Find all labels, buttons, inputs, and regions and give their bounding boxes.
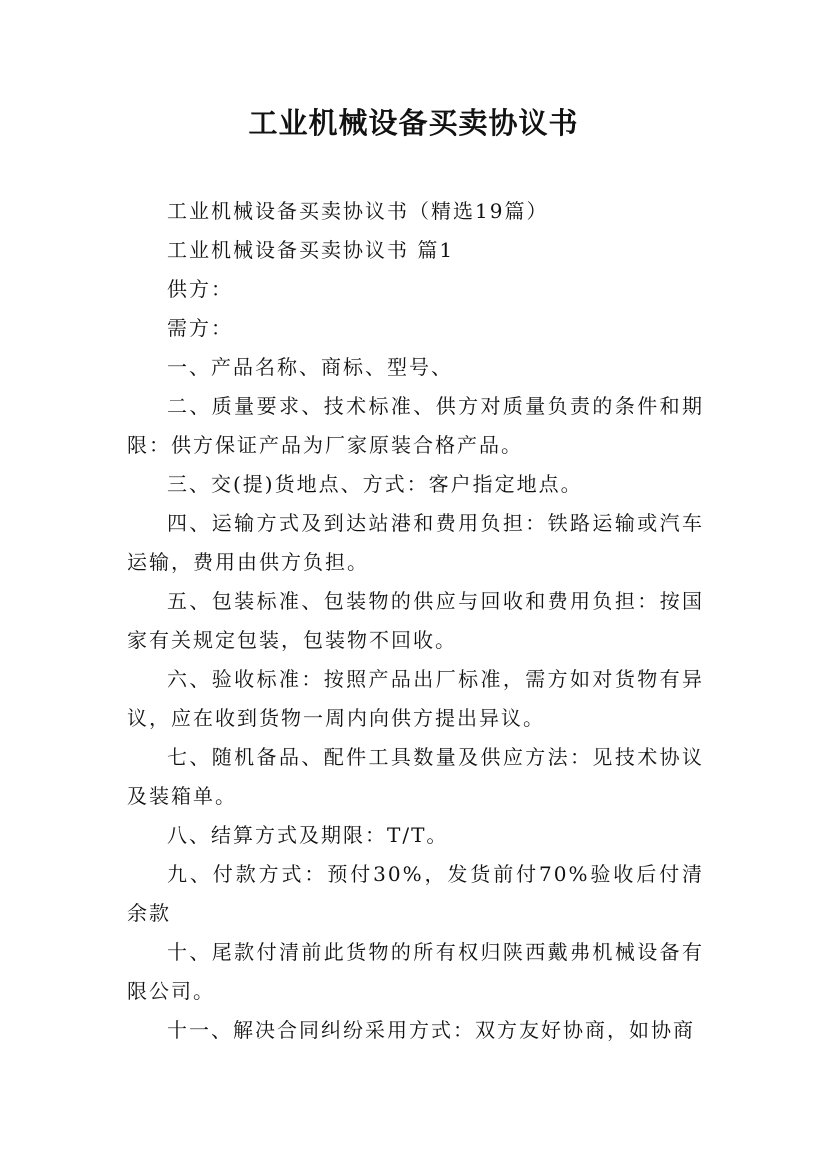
clause-5-paragraph: 五、包装标准、包装物的供应与回收和费用负担：按国家有关规定包装，包装物不回收。	[127, 589, 704, 652]
clause-3-paragraph: 三、交(提)货地点、方式：客户指定地点。	[167, 472, 583, 496]
clause-6-paragraph: 六、验收标准：按照产品出厂标准，需方如对货物有异议，应在收到货物一周内向供方提出异议。	[127, 667, 704, 730]
document-body	[127, 192, 704, 1050]
clause-8-paragraph: 八、结算方式及期限：T/T。	[167, 823, 449, 847]
clause-7-paragraph: 七、随机备品、配件工具数量及供应方法：见技术协议及装箱单。	[127, 745, 704, 808]
section-heading-paragraph: 工业机械设备买卖协议书 篇1	[167, 238, 455, 262]
buyer-paragraph: 需方：	[167, 316, 233, 340]
clause-4-paragraph: 四、运输方式及到达站港和费用负担：铁路运输或汽车运输，费用由供方负担。	[127, 511, 704, 574]
subtitle-paragraph: 工业机械设备买卖协议书（精选19篇）	[167, 199, 549, 223]
clause-10-paragraph: 十、尾款付清前此货物的所有权归陕西戴弗机械设备有限公司。	[127, 940, 704, 1003]
clause-11-paragraph: 十一、解决合同纠纷采用方式：双方友好协商，如协商	[167, 1018, 695, 1042]
clause-9-paragraph: 九、付款方式：预付30%，发货前付70%验收后付清余款	[127, 862, 704, 925]
supplier-paragraph: 供方：	[167, 277, 233, 301]
clause-2-paragraph: 二、质量要求、技术标准、供方对质量负责的条件和期限：供方保证产品为厂家原装合格产品。	[127, 394, 704, 457]
clause-1-paragraph: 一、产品名称、商标、型号、	[167, 355, 453, 379]
document-title: 工业机械设备买卖协议书	[248, 106, 579, 140]
